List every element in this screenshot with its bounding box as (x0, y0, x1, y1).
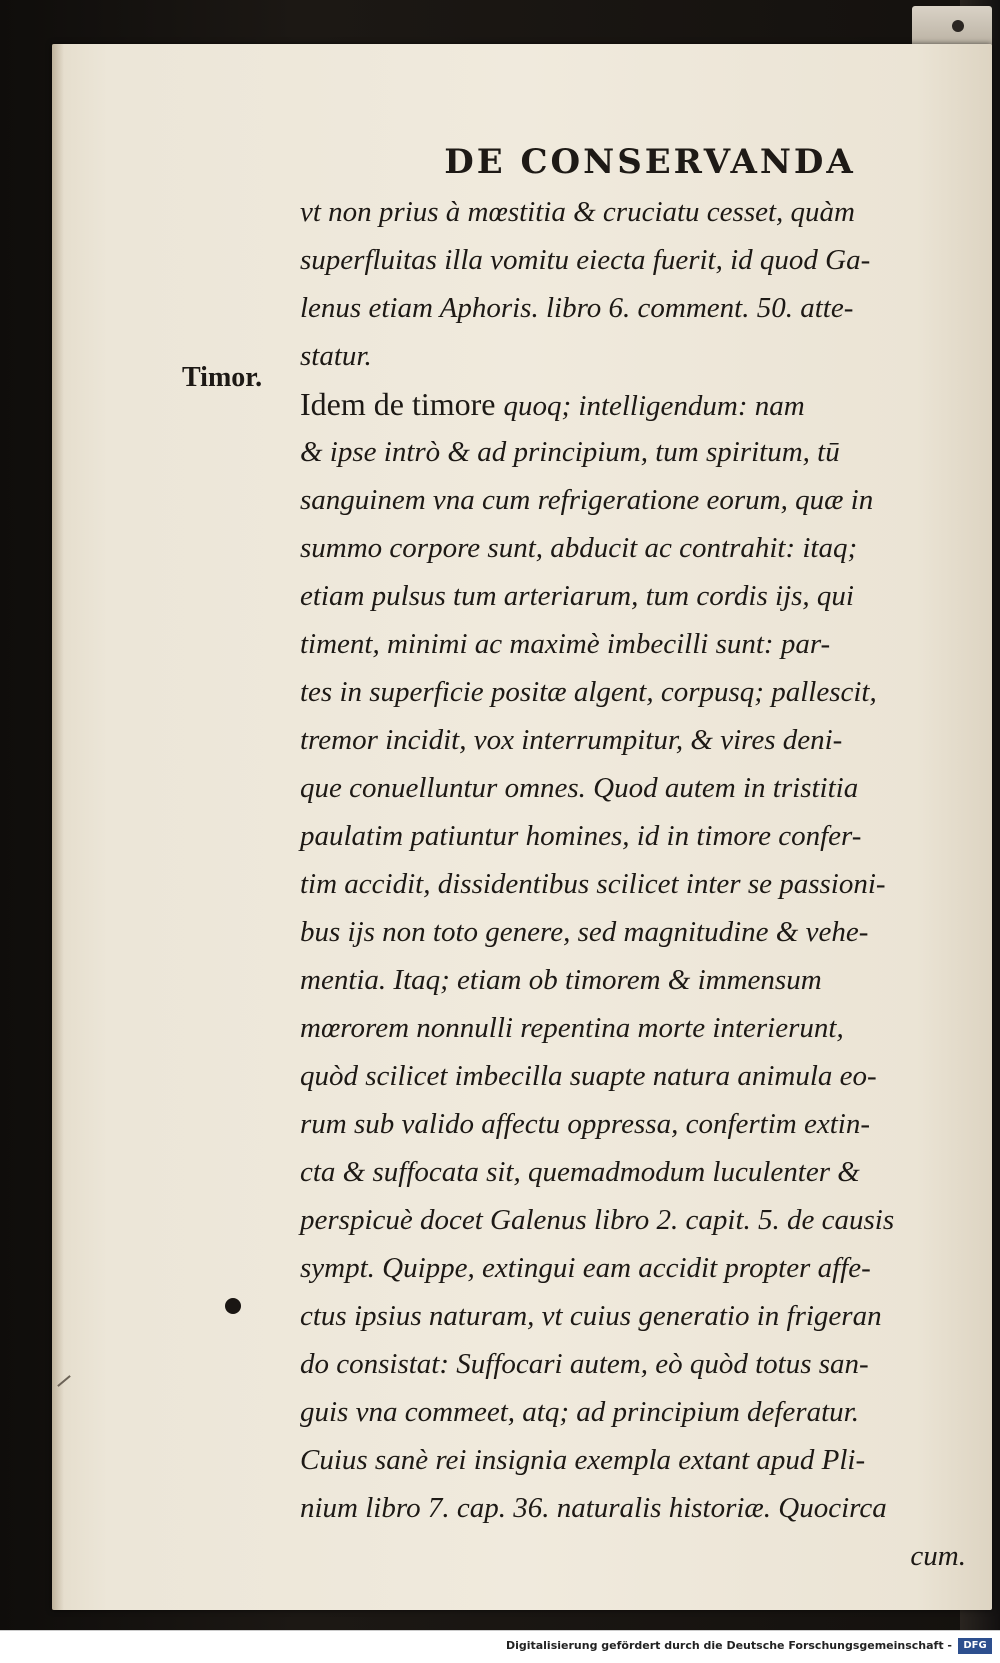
text-line: summo corpore sunt, abducit ac contrahit: itaq; (300, 532, 858, 564)
text-line: vt non prius à mœstitia & cruciatu cesset, quàm (300, 196, 855, 228)
running-head-text: DE CONSERVANDA (444, 142, 856, 182)
text-line: perspicuè docet Galenus libro 2. capit. 5. de causis (300, 1204, 895, 1236)
text-line: nium libro 7. cap. 36. naturalis historiæ. Quocirca (300, 1492, 887, 1524)
text-line: mœrorem nonnulli repentina morte interierunt, (300, 1012, 844, 1044)
text-line: sanguinem vna cum refrigeratione eorum, quæ in (300, 484, 874, 516)
paragraph-opening-rest: quoq; intelligendum: nam (503, 390, 805, 422)
footer-bar (0, 1630, 1000, 1663)
text-line: superfluitas illa vomitu eiecta fuerit, id quod Ga- (300, 244, 871, 276)
page-gutter-shadow (52, 44, 64, 1610)
text-line: rum sub valido affectu oppressa, confertim extin- (300, 1108, 870, 1140)
running-head (0, 142, 1000, 182)
text-line: mentia. Itaq; etiam ob timorem & immensum (300, 964, 822, 996)
dfg-logo: DFG (958, 1638, 992, 1654)
funding-credit: Digitalisierung gefördert durch die Deutsche Forschungsgemeinschaft - (505, 1639, 952, 1652)
text-line: cta & suffocata sit, quemadmodum luculenter & (300, 1156, 860, 1188)
marginal-note: Timor. (182, 362, 263, 393)
catchword: cum. (910, 1540, 966, 1572)
clip-rivet (952, 20, 964, 32)
text-line: que conuelluntur omnes. Quod autem in tristitia (300, 772, 859, 804)
body-text (300, 188, 972, 1580)
text-line: statur. (300, 340, 372, 372)
text-line: tremor incidit, vox interrumpitur, & vires deni- (300, 724, 843, 756)
text-line: etiam pulsus tum arteriarum, tum cordis ijs, qui (300, 580, 854, 612)
text-line: quòd scilicet imbecilla suapte natura animula eo- (300, 1060, 877, 1092)
text-line: sympt. Quippe, extingui eam accidit propter affe- (300, 1252, 871, 1284)
text-line: paulatim patiuntur homines, id in timore confer- (300, 820, 862, 852)
text-line: tes in superficie positæ algent, corpusq; pallescit, (300, 676, 877, 708)
text-line: lenus etiam Aphoris. libro 6. comment. 50. atte- (300, 292, 854, 324)
text-line: guis vna commeet, atq; ad principium deferatur. (300, 1396, 859, 1428)
text-line: bus ijs non toto genere, sed magnitudine & vehe- (300, 916, 869, 948)
text-line: tim accidit, dissidentibus scilicet inter se passioni- (300, 868, 886, 900)
text-line: timent, minimi ac maximè imbecilli sunt: par- (300, 628, 831, 660)
text-line: & ipse intrò & ad principium, tum spiritum, tū (300, 436, 840, 468)
text-line: Cuius sanè rei insignia exempla extant apud Pli- (300, 1444, 866, 1476)
paragraph-opening: Idem de timore (300, 386, 504, 422)
text-line: do consistat: Suffocari autem, eò quòd totus san- (300, 1348, 869, 1380)
ink-dot (225, 1298, 241, 1314)
paragraph-start-line (300, 380, 972, 428)
text-line: ctus ipsius naturam, vt cuius generatio in frigeran (300, 1300, 882, 1332)
